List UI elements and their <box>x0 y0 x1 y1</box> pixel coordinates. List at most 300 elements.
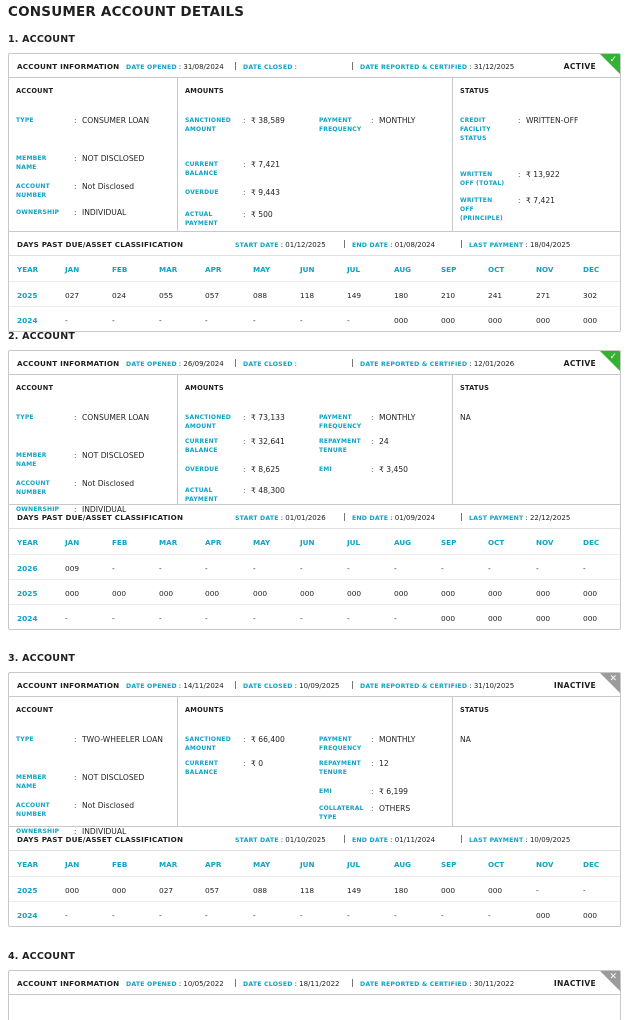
month-header: JUN <box>300 860 315 869</box>
dpd-value: 000 <box>488 614 503 623</box>
status-na: NA <box>460 735 471 744</box>
account-field-value: Not Disclosed <box>82 801 135 810</box>
amount-field-key: PAYMENT FREQUENCY <box>319 736 362 752</box>
dpd-value: - <box>253 564 256 573</box>
amount-field-value: ₹ 7,421 <box>251 160 280 169</box>
amount-field-value: 24 <box>379 437 389 446</box>
account-field-value: INDIVIDUAL <box>82 505 127 514</box>
dpd-value: 027 <box>65 291 80 300</box>
month-header: MAR <box>159 860 178 869</box>
dpd-value: 024 <box>112 291 127 300</box>
account-heading: 2. ACCOUNT <box>8 331 76 342</box>
divider: | <box>234 358 237 367</box>
close-icon: ✕ <box>609 972 617 982</box>
dpd-value: 149 <box>347 886 362 895</box>
dpd-value: - <box>253 911 256 920</box>
date-reported <box>360 360 514 368</box>
dpd-value: 000 <box>112 589 127 598</box>
dpd-value: - <box>300 564 303 573</box>
month-header: MAR <box>159 538 178 547</box>
month-header: FEB <box>112 538 128 547</box>
dpd-value: - <box>347 316 350 325</box>
end-date <box>352 241 435 249</box>
dpd-title: DAYS PAST DUE/ASSET CLASSIFICATION <box>17 240 184 249</box>
dpd-value: - <box>441 564 444 573</box>
month-header: JUL <box>347 538 361 547</box>
status-field-value: WRITTEN-OFF <box>526 116 579 125</box>
account-sections <box>9 995 620 1020</box>
date-reported-key: DATE REPORTED & CERTIFIED <box>360 981 468 988</box>
date-reported-value: : 31/12/2025 <box>469 63 515 71</box>
dpd-value: - <box>394 564 397 573</box>
amounts-section-title: AMOUNTS <box>185 706 224 714</box>
account-field-value: TWO-WHEELER LOAN <box>82 735 163 744</box>
amount-field-colon: : <box>371 413 374 422</box>
date-closed-value: : <box>294 63 297 71</box>
amount-field-colon: : <box>243 188 246 197</box>
amount-field-key: SANCTIONED AMOUNT <box>185 736 231 752</box>
divider: | <box>343 239 346 248</box>
account-sections <box>9 375 620 514</box>
date-closed <box>243 980 340 988</box>
account-field-colon: : <box>74 505 77 514</box>
dpd-value: - <box>488 911 491 920</box>
dpd-value: - <box>347 564 350 573</box>
amount-field-key: REPAYMENT TENURE <box>319 438 361 454</box>
status-field-key: WRITTEN OFF (PRINCIPLE) <box>460 197 503 222</box>
page-title: CONSUMER ACCOUNT DETAILS <box>8 4 245 20</box>
start-date-key: START DATE <box>235 515 279 522</box>
dpd-value: - <box>205 614 208 623</box>
month-header: NOV <box>536 860 554 869</box>
account-field-value: INDIVIDUAL <box>82 827 127 836</box>
divider: | <box>460 239 463 248</box>
date-closed <box>243 63 297 71</box>
dpd-value: - <box>112 316 115 325</box>
account-field-colon: : <box>74 827 77 836</box>
last-payment <box>469 514 570 522</box>
dpd-row <box>9 604 620 629</box>
dpd-year: 2026 <box>17 564 38 573</box>
dpd-value: - <box>536 564 539 573</box>
account-heading: 1. ACCOUNT <box>8 34 76 45</box>
amount-field-value: OTHERS <box>379 804 411 813</box>
dpd-value: 000 <box>65 886 80 895</box>
account-field-key: OWNERSHIP <box>16 209 60 216</box>
amount-field-colon: : <box>371 804 374 813</box>
date-closed-key: DATE CLOSED <box>243 683 293 690</box>
dpd-value: 000 <box>536 911 551 920</box>
dpd-value: 000 <box>441 589 456 598</box>
last-payment-value: : 22/12/2025 <box>525 514 571 522</box>
month-header: SEP <box>441 860 457 869</box>
dpd-title: DAYS PAST DUE/ASSET CLASSIFICATION <box>17 835 184 844</box>
month-header: APR <box>205 860 222 869</box>
month-header: DEC <box>583 265 600 274</box>
dpd-value: 118 <box>300 886 315 895</box>
dpd-value: 000 <box>394 316 409 325</box>
amount-field-colon: : <box>243 413 246 422</box>
check-icon: ✓ <box>609 352 617 362</box>
date-reported-value: : 12/01/2026 <box>469 360 515 368</box>
account-field-colon: : <box>74 154 77 163</box>
account-field-colon: : <box>74 479 77 488</box>
divider: | <box>234 61 237 70</box>
amount-field-value: ₹ 6,199 <box>379 787 408 796</box>
account-field-key: TYPE <box>16 117 34 124</box>
dpd-year: 2025 <box>17 886 38 895</box>
date-opened-key: DATE OPENED <box>126 64 177 71</box>
start-date-value: : 01/01/2026 <box>280 514 326 522</box>
dpd-value: - <box>253 316 256 325</box>
divider: | <box>351 978 354 987</box>
dpd-value: 000 <box>488 316 503 325</box>
amount-field-key: PAYMENT FREQUENCY <box>319 414 362 430</box>
date-reported-key: DATE REPORTED & CERTIFIED <box>360 361 468 368</box>
start-date-value: : 01/12/2025 <box>280 241 326 249</box>
date-reported <box>360 63 514 71</box>
dpd-value: - <box>159 911 162 920</box>
amount-field-value: 12 <box>379 759 389 768</box>
month-header: DEC <box>583 860 600 869</box>
date-reported-key: DATE REPORTED & CERTIFIED <box>360 64 468 71</box>
month-header: JUN <box>300 538 315 547</box>
account-card <box>8 672 621 927</box>
dpd-value: 027 <box>159 886 174 895</box>
month-header: JAN <box>65 860 80 869</box>
month-header: APR <box>205 265 222 274</box>
amount-field-colon: : <box>243 210 246 219</box>
divider: | <box>351 61 354 70</box>
amount-field-value: ₹ 0 <box>251 759 264 768</box>
end-date-value: : 01/11/2024 <box>390 836 436 844</box>
account-field-colon: : <box>74 182 77 191</box>
dpd-value: - <box>441 911 444 920</box>
dpd-value: 057 <box>205 291 220 300</box>
dpd-value: - <box>159 316 162 325</box>
start-date <box>235 241 326 249</box>
date-closed-value: : <box>294 360 297 368</box>
dpd-value: 000 <box>536 614 551 623</box>
date-closed-key: DATE CLOSED <box>243 981 293 988</box>
dpd-value: 088 <box>253 291 268 300</box>
status-field-colon: : <box>518 170 521 179</box>
status-badge: INACTIVE <box>553 681 596 690</box>
year-header: YEAR <box>17 538 39 547</box>
amount-field-colon: : <box>371 787 374 796</box>
date-closed-value: : 18/11/2022 <box>294 980 340 988</box>
account-field-value: INDIVIDUAL <box>82 208 127 217</box>
amount-field-key: OVERDUE <box>185 189 219 196</box>
amount-field-key: CURRENT BALANCE <box>185 760 219 776</box>
dpd-value: 057 <box>205 886 220 895</box>
account-field-key: TYPE <box>16 736 34 743</box>
dpd-value: - <box>159 614 162 623</box>
account-heading: 4. ACCOUNT <box>8 951 76 962</box>
amount-field-value: ₹ 48,300 <box>251 486 285 495</box>
account-field-value: CONSUMER LOAN <box>82 116 150 125</box>
dpd-value: 000 <box>488 589 503 598</box>
dpd-row <box>9 554 620 579</box>
dpd-value: - <box>300 614 303 623</box>
month-header: MAY <box>253 860 271 869</box>
account-field-value: NOT DISCLOSED <box>82 154 145 163</box>
dpd-value: - <box>205 911 208 920</box>
amount-field-key: COLLATERAL TYPE <box>319 805 364 821</box>
month-header: AUG <box>394 860 412 869</box>
month-header: AUG <box>394 538 412 547</box>
last-payment <box>469 241 570 249</box>
dpd-value: 055 <box>159 291 174 300</box>
date-closed-key: DATE CLOSED <box>243 361 293 368</box>
status-badge: INACTIVE <box>553 979 596 988</box>
account-info-label: ACCOUNT INFORMATION <box>17 681 120 690</box>
dpd-value: 000 <box>536 589 551 598</box>
dpd-value: - <box>488 564 491 573</box>
month-header: SEP <box>441 538 457 547</box>
date-reported-key: DATE REPORTED & CERTIFIED <box>360 683 468 690</box>
status-badge: ACTIVE <box>563 359 596 368</box>
dpd-value: 000 <box>583 316 598 325</box>
year-header: YEAR <box>17 265 39 274</box>
month-header: OCT <box>488 860 505 869</box>
amount-field-value: MONTHLY <box>379 735 416 744</box>
dpd-row <box>9 306 620 331</box>
account-field-value: NOT DISCLOSED <box>82 451 145 460</box>
date-opened-key: DATE OPENED <box>126 361 177 368</box>
account-field-colon: : <box>74 801 77 810</box>
amount-field-colon: : <box>243 486 246 495</box>
date-opened <box>126 360 224 368</box>
date-reported <box>360 682 514 690</box>
amounts-section <box>178 78 453 231</box>
dpd-value: - <box>112 614 115 623</box>
date-opened-value: : 26/09/2024 <box>178 360 224 368</box>
dpd-value: 000 <box>347 589 362 598</box>
date-closed <box>243 682 340 690</box>
dpd-year: 2024 <box>17 911 38 920</box>
month-header: OCT <box>488 265 505 274</box>
close-icon: ✕ <box>609 674 617 684</box>
account-field-key: OWNERSHIP <box>16 506 60 513</box>
amount-field-colon: : <box>243 437 246 446</box>
end-date-value: : 01/08/2024 <box>390 241 436 249</box>
amount-field-value: ₹ 38,589 <box>251 116 285 125</box>
status-section <box>453 375 620 504</box>
last-payment <box>469 836 570 844</box>
amount-field-value: ₹ 8,625 <box>251 465 280 474</box>
amount-field-value: ₹ 9,443 <box>251 188 280 197</box>
check-icon: ✓ <box>609 55 617 65</box>
year-header: YEAR <box>17 860 39 869</box>
amount-field-key: REPAYMENT TENURE <box>319 760 361 776</box>
amount-field-colon: : <box>371 116 374 125</box>
dpd-value: 088 <box>253 886 268 895</box>
amount-field-colon: : <box>243 759 246 768</box>
month-header: SEP <box>441 265 457 274</box>
month-header: FEB <box>112 860 128 869</box>
account-field-colon: : <box>74 451 77 460</box>
month-header: OCT <box>488 538 505 547</box>
amount-field-colon: : <box>243 465 246 474</box>
status-section <box>453 697 620 826</box>
amounts-section-title: AMOUNTS <box>185 87 224 95</box>
dpd-value: - <box>583 564 586 573</box>
account-section-title: ACCOUNT <box>16 384 54 392</box>
dpd-value: - <box>205 564 208 573</box>
amount-field-key: ACTUAL PAYMENT <box>185 487 218 503</box>
dpd-value: - <box>347 614 350 623</box>
start-date <box>235 836 326 844</box>
end-date <box>352 514 435 522</box>
dpd-value: - <box>159 564 162 573</box>
date-reported-value: : 30/11/2022 <box>469 980 515 988</box>
date-closed-value: : 10/09/2025 <box>294 682 340 690</box>
divider: | <box>460 834 463 843</box>
month-header: NOV <box>536 265 554 274</box>
month-header: MAY <box>253 538 271 547</box>
account-section-title: ACCOUNT <box>16 87 54 95</box>
dpd-value: 180 <box>394 886 409 895</box>
amount-field-colon: : <box>371 437 374 446</box>
month-header: AUG <box>394 265 412 274</box>
dpd-row <box>9 901 620 926</box>
account-field-colon: : <box>74 413 77 422</box>
account-field-colon: : <box>74 116 77 125</box>
dpd-value: 000 <box>488 886 503 895</box>
amount-field-colon: : <box>243 735 246 744</box>
amount-field-key: EMI <box>319 466 332 473</box>
dpd-value: 149 <box>347 291 362 300</box>
amount-field-value: MONTHLY <box>379 116 416 125</box>
dpd-value: - <box>394 911 397 920</box>
account-section <box>9 697 178 836</box>
date-opened <box>126 63 224 71</box>
status-field-colon: : <box>518 116 521 125</box>
account-section-title: ACCOUNT <box>16 706 54 714</box>
end-date-key: END DATE <box>352 515 389 522</box>
dpd-value: 000 <box>441 886 456 895</box>
dpd-bar <box>9 827 620 851</box>
dpd-value: - <box>112 911 115 920</box>
date-opened <box>126 682 224 690</box>
amount-field-value: ₹ 32,641 <box>251 437 285 446</box>
divider: | <box>234 978 237 987</box>
dpd-value: 000 <box>253 589 268 598</box>
divider: | <box>351 680 354 689</box>
account-field-colon: : <box>74 735 77 744</box>
last-payment-key: LAST PAYMENT <box>469 515 524 522</box>
last-payment-value: : 18/04/2025 <box>525 241 571 249</box>
status-section <box>453 78 620 231</box>
date-closed <box>243 360 297 368</box>
dpd-row <box>9 579 620 604</box>
dpd-value: 000 <box>65 589 80 598</box>
account-field-key: OWNERSHIP <box>16 828 60 835</box>
dpd-value: 000 <box>112 886 127 895</box>
amount-field-value: ₹ 500 <box>251 210 273 219</box>
account-field-key: MEMBER NAME <box>16 155 47 171</box>
dpd-year: 2025 <box>17 291 38 300</box>
dpd-value: 118 <box>300 291 315 300</box>
dpd-row <box>9 281 620 306</box>
dpd-value: 000 <box>159 589 174 598</box>
amount-field-value: MONTHLY <box>379 413 416 422</box>
account-heading: 3. ACCOUNT <box>8 653 76 664</box>
account-info-label: ACCOUNT INFORMATION <box>17 359 120 368</box>
date-closed-key: DATE CLOSED <box>243 64 293 71</box>
amount-field-key: EMI <box>319 788 332 795</box>
status-field-value: ₹ 13,922 <box>526 170 560 179</box>
status-section-title: STATUS <box>460 706 490 714</box>
date-reported <box>360 980 514 988</box>
account-field-key: MEMBER NAME <box>16 774 47 790</box>
dpd-value: 000 <box>583 614 598 623</box>
end-date-key: END DATE <box>352 242 389 249</box>
last-payment-key: LAST PAYMENT <box>469 837 524 844</box>
dpd-value: 271 <box>536 291 551 300</box>
divider: | <box>343 512 346 521</box>
last-payment-key: LAST PAYMENT <box>469 242 524 249</box>
month-header: JUL <box>347 860 361 869</box>
dpd-value: 000 <box>205 589 220 598</box>
amount-field-colon: : <box>371 759 374 768</box>
account-section <box>9 78 178 231</box>
date-opened-key: DATE OPENED <box>126 683 177 690</box>
dpd-value: - <box>65 316 68 325</box>
dpd-value: 210 <box>441 291 456 300</box>
amount-field-colon: : <box>371 465 374 474</box>
end-date-key: END DATE <box>352 837 389 844</box>
month-header: JUL <box>347 265 361 274</box>
dpd-year: 2024 <box>17 316 38 325</box>
month-header: NOV <box>536 538 554 547</box>
amount-field-value: ₹ 73,133 <box>251 413 285 422</box>
dpd-value: - <box>583 886 586 895</box>
dpd-value: 000 <box>536 316 551 325</box>
account-field-value: Not Disclosed <box>82 479 135 488</box>
account-card <box>8 350 621 630</box>
account-field-colon: : <box>74 773 77 782</box>
account-info-label: ACCOUNT INFORMATION <box>17 979 120 988</box>
amounts-section-title: AMOUNTS <box>185 384 224 392</box>
dpd-value: 302 <box>583 291 598 300</box>
dpd-value: - <box>394 614 397 623</box>
account-sections <box>9 697 620 836</box>
dpd-bar <box>9 232 620 256</box>
account-info-bar <box>9 54 620 78</box>
dpd-title: DAYS PAST DUE/ASSET CLASSIFICATION <box>17 513 184 522</box>
date-opened-value: : 14/11/2024 <box>178 682 224 690</box>
dpd-value: - <box>65 614 68 623</box>
month-header: MAR <box>159 265 178 274</box>
status-field-key: WRITTEN OFF (TOTAL) <box>460 171 505 187</box>
dpd-value: - <box>300 911 303 920</box>
amount-field-key: CURRENT BALANCE <box>185 161 219 177</box>
dpd-value: 241 <box>488 291 503 300</box>
dpd-value: - <box>347 911 350 920</box>
dpd-bar <box>9 505 620 529</box>
amount-field-colon: : <box>243 160 246 169</box>
status-field-colon: : <box>518 196 521 205</box>
dpd-header-row <box>9 851 620 876</box>
dpd-value: - <box>536 886 539 895</box>
dpd-value: - <box>300 316 303 325</box>
dpd-value: 000 <box>300 589 315 598</box>
amount-field-colon: : <box>243 116 246 125</box>
month-header: FEB <box>112 265 128 274</box>
date-opened-value: : 31/08/2024 <box>178 63 224 71</box>
